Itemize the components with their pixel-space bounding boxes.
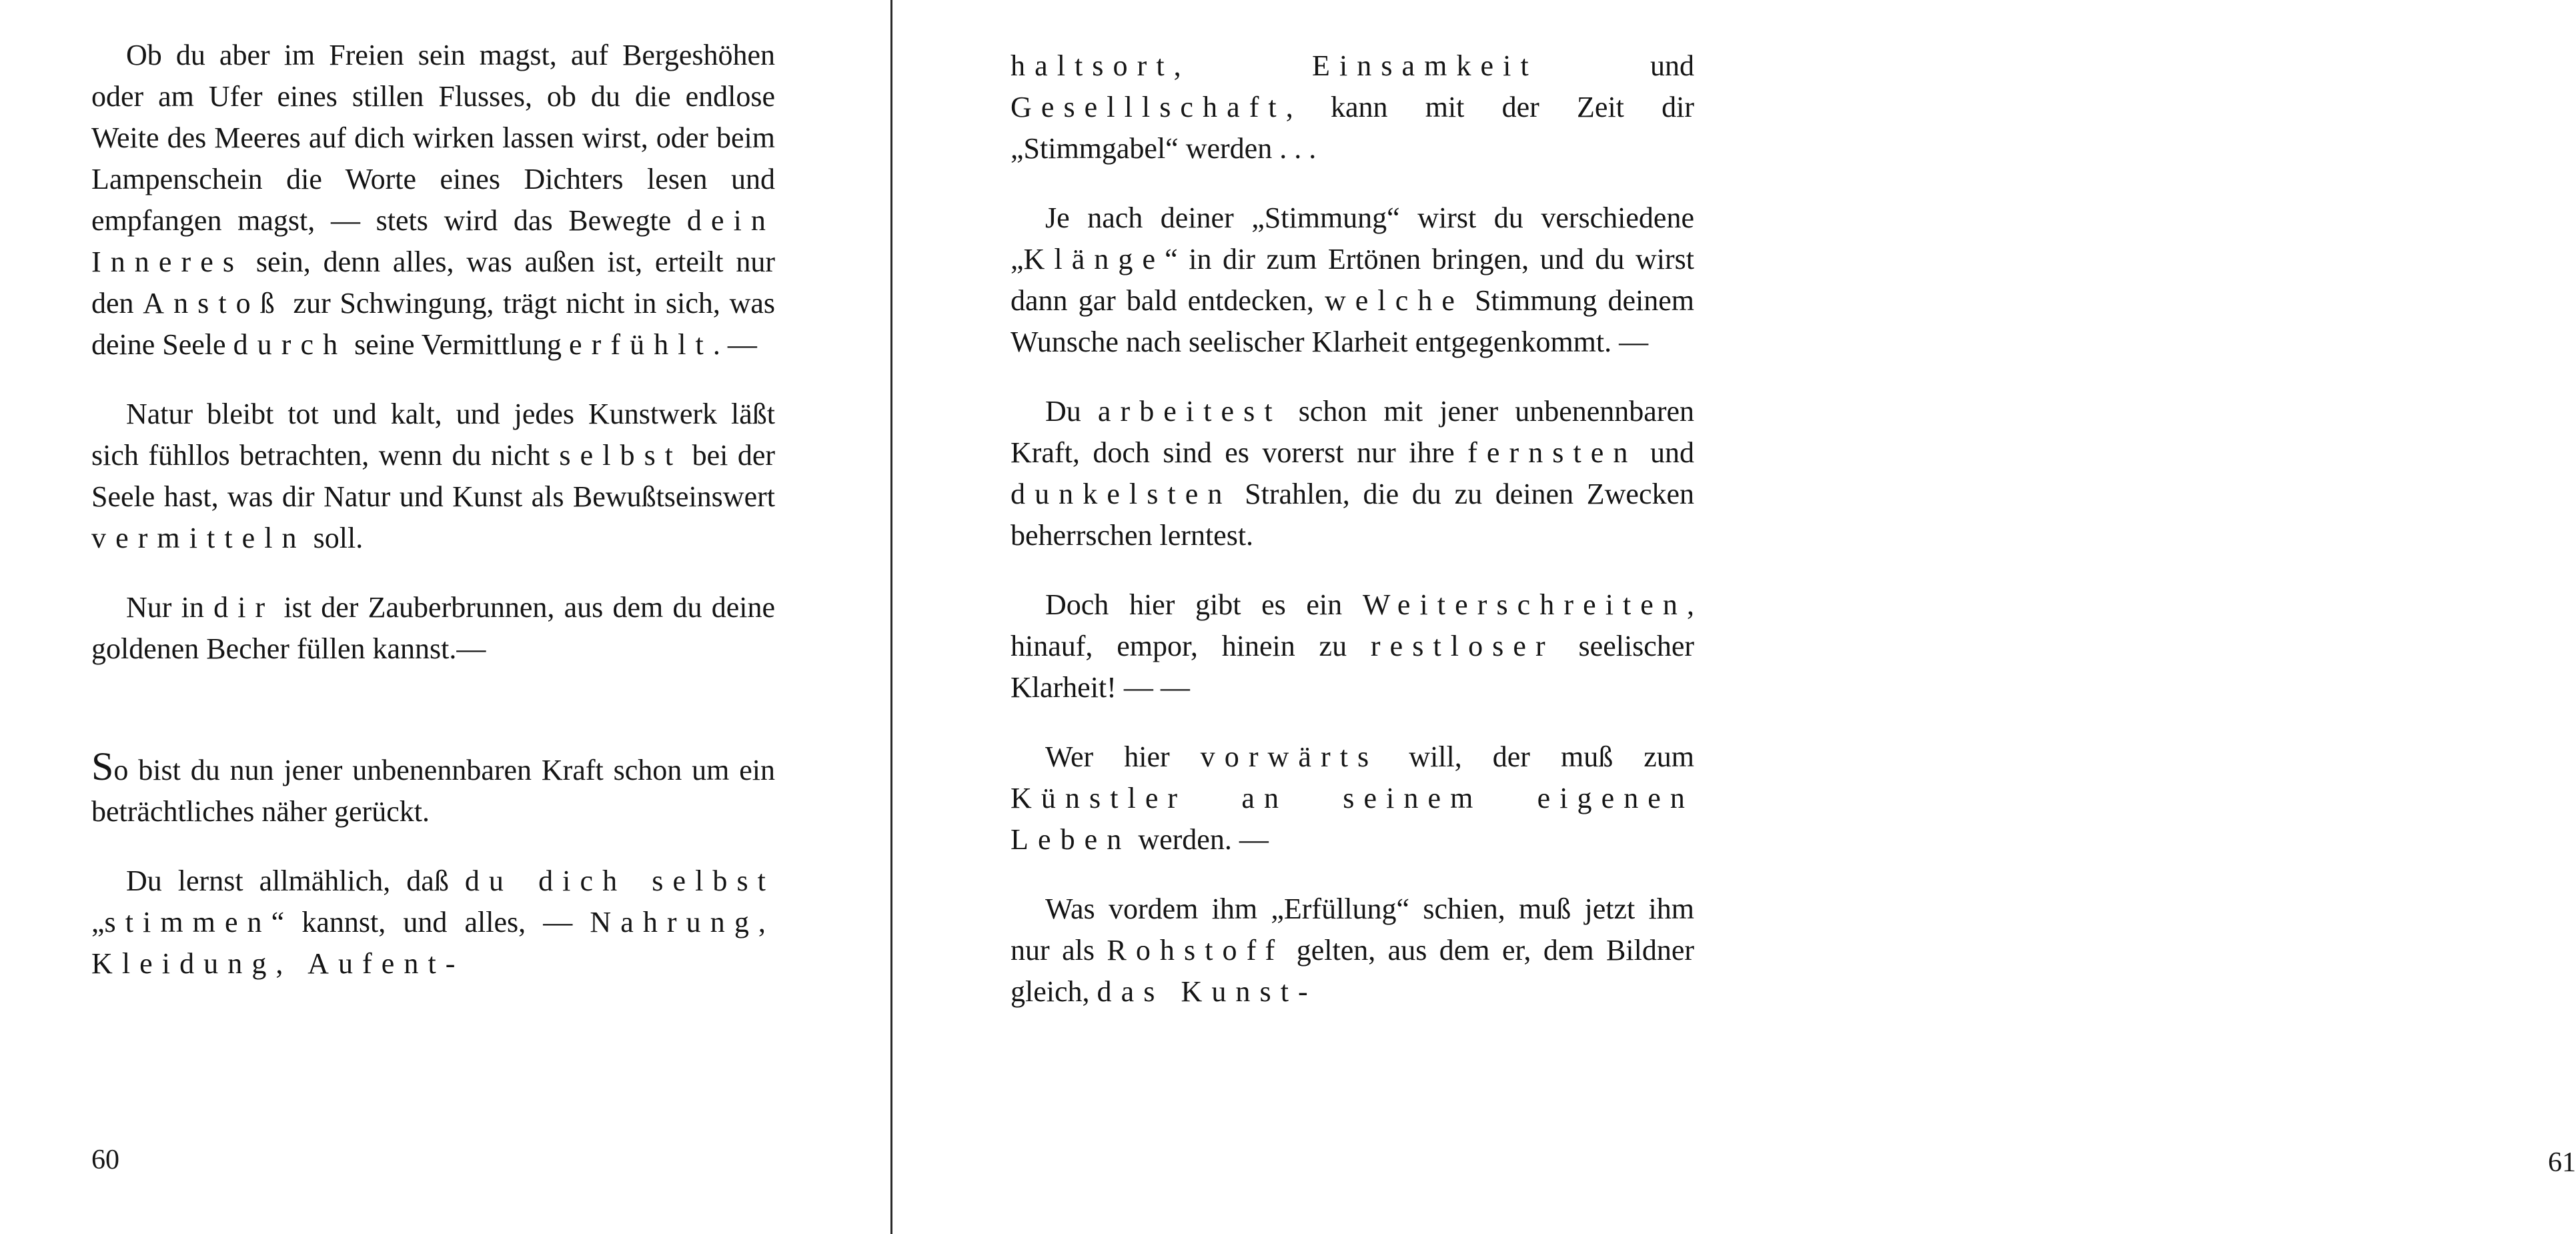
text-run: . —: [712, 328, 757, 361]
text-run: will, der muß zum: [1378, 740, 1694, 773]
page-number: 60: [91, 1145, 119, 1175]
emphasized-text: das Kunst-: [1097, 975, 1317, 1008]
emphasized-text: dunkelsten: [1011, 478, 1232, 510]
emphasized-text: stimmen: [104, 906, 271, 939]
emphasized-text: haltsort, Einsamkeit: [1011, 49, 1538, 82]
text-run: Strahlen, die du zu deinen Zwecken beherrschen lerntest.: [1011, 478, 1694, 552]
text-run: Du lernst allmählich, daß: [126, 864, 465, 897]
emphasized-text: Inneres: [91, 245, 244, 278]
emphasized-text: Rohstoff: [1107, 934, 1285, 967]
page-number: 61: [2548, 1147, 2576, 1178]
text-run: Du: [1045, 395, 1098, 428]
text-run: schon mit jener unbenennbaren Kraft, doch sind es vorerst nur ihre: [1011, 395, 1695, 469]
paragraph: [91, 860, 775, 985]
emphasized-text: Weiterschreiten: [1362, 588, 1687, 621]
text-run: seelischer Klarheit! — —: [1011, 630, 1695, 704]
text-run: Was vordem ihm „Erfüllung“ schien, muß jetzt ihm nur als: [1011, 892, 1694, 967]
left-page: [0, 0, 890, 1234]
emphasized-text: Künstler an seinem eigenen Leben: [1011, 782, 1694, 856]
text-run: Doch hier gibt es ein: [1045, 588, 1363, 621]
text-run: „: [91, 906, 105, 939]
right-page: [894, 0, 2576, 1234]
text-run: soll.: [305, 522, 364, 554]
paragraph: [1011, 391, 1694, 556]
text-run: , kann mit der Zeit dir „Stimmgabel“ werden . . .: [1011, 91, 1694, 165]
emphasized-text: arbeitest: [1097, 395, 1282, 428]
emphasized-text: vorwärts: [1200, 740, 1379, 773]
text-run: Je nach deiner „Stimmung“ wirst du verschiedene „: [1011, 201, 1694, 275]
continued-paragraph: [1011, 45, 1694, 169]
emphasized-text: Geselllschaft: [1011, 91, 1286, 123]
left-page-text: [91, 35, 775, 985]
text-run: bei der Seele hast, was dir Natur und Kunst als Bewußtseinswert: [91, 439, 775, 513]
section-start-paragraph: [91, 744, 775, 832]
paragraph: [1011, 736, 1694, 860]
paragraph: [91, 35, 775, 366]
emphasized-text: vermitteln: [91, 522, 306, 554]
paragraph: [91, 394, 775, 559]
emphasized-text: dir: [213, 591, 275, 624]
paragraph: [1011, 197, 1694, 363]
text-run: sein, denn alles, was außen ist, erteilt nur den: [91, 245, 775, 320]
paragraph: [1011, 584, 1694, 708]
emphasized-text: Klänge: [1023, 243, 1165, 275]
text-run: ist der Zauberbrunnen, aus dem du deine goldenen Becher füllen kannst.—: [91, 591, 776, 665]
text-run: seine Vermittlung: [347, 328, 569, 361]
text-run: werden. —: [1131, 823, 1269, 856]
emphasized-text: durch: [233, 328, 348, 361]
text-run: “ in dir zum Ertönen bringen, und du wirst dann gar bald entdecken,: [1011, 243, 1694, 317]
emphasized-text: restloser: [1370, 630, 1555, 662]
emphasized-text: selbst: [559, 439, 683, 472]
text-run: Wer hier: [1045, 740, 1201, 773]
emphasized-text: fernsten: [1467, 436, 1638, 469]
text-run: und: [1637, 436, 1695, 469]
emphasized-text: erfühlt: [569, 328, 713, 361]
initial-letter: S: [91, 744, 114, 788]
text-run: , hinauf, empor, hinein zu: [1011, 588, 1694, 662]
text-run: o bist du nun jener unbenennbaren Kraft schon um ein beträchtliches näher gerückt.: [91, 754, 775, 828]
text-run: Nur in: [126, 591, 214, 624]
text-run: zur Schwingung, trägt nicht in sich, was deine Seele: [91, 287, 776, 361]
emphasized-text: Nahrung, Kleidung, Aufent-: [91, 906, 775, 980]
text-run: Ob du aber im Freien sein magst, auf Bergeshöhen oder am Ufer eines stillen Flusses, ob du die endlose Weite des Meeres auf dich wirken lassen wirst, oder beim Lampenschein die Worte eines Dichters lesen und empfangen magst, — stets wird das Bewegte: [91, 39, 775, 237]
emphasized-text: dein: [686, 204, 775, 237]
emphasized-text: du dich selbst: [464, 864, 775, 897]
book-gutter: [890, 0, 892, 1234]
text-run: Natur bleibt tot und kalt, und jedes Kunstwerk läßt sich fühllos betrachten, wenn du nicht: [91, 398, 775, 472]
text-run: “ kannst, und alles, —: [271, 906, 590, 939]
text-run: gelten, aus dem er, dem Bildner gleich,: [1011, 934, 1694, 1008]
right-page-text: [1011, 45, 1694, 1013]
paragraph: [91, 587, 775, 670]
paragraph: [1011, 888, 1694, 1013]
emphasized-text: welche: [1324, 284, 1465, 317]
text-run: Stimmung deinem Wunsche nach seelischer Klarheit entgegenkommt. —: [1011, 284, 1694, 358]
text-run: und: [1537, 49, 1694, 82]
emphasized-text: Anstoß: [143, 287, 284, 320]
